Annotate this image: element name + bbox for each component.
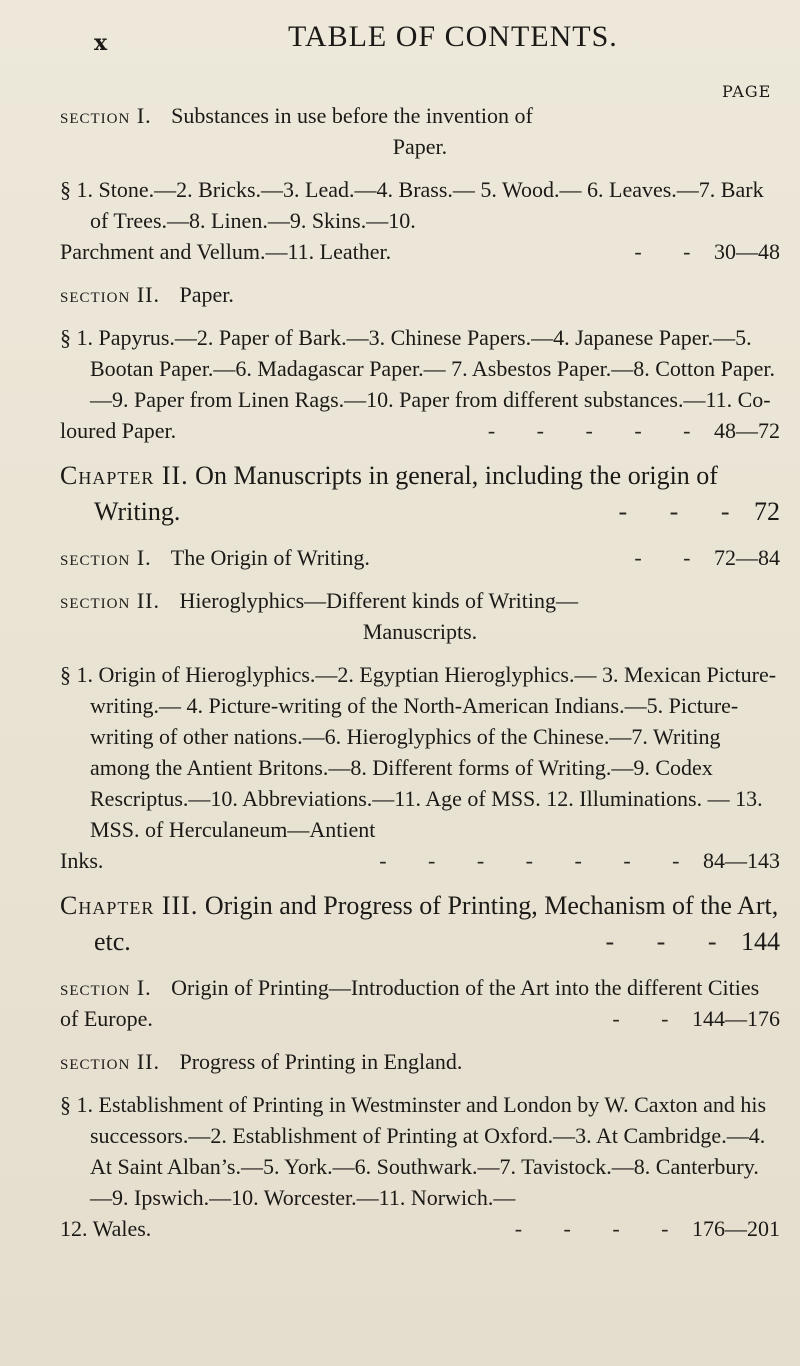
page-column-label: PAGE — [722, 82, 772, 101]
toc-paragraph-entry[interactable] — [60, 1089, 780, 1244]
leader-dashes: - - - — [605, 927, 735, 956]
leader-dashes: - - — [634, 239, 709, 264]
paragraph-text: § 1. Stone.—2. Bricks.—3. Lead.—4. Brass.— 5. Wood.— 6. Leaves.—7. Bark of Trees.—8. Linen.—9. Skins.—10. — [60, 177, 764, 233]
section-title: The Origin of Writing. — [170, 545, 370, 570]
toc-section-entry[interactable] — [60, 542, 780, 573]
contents-list — [60, 100, 780, 1256]
paragraph-last-line: Parchment and Vellum.—11. Leather. — [60, 239, 392, 264]
chapter-label: Chapter III. — [60, 891, 199, 920]
section-label: section II. — [60, 588, 160, 613]
section-title-continued: Manuscripts. — [362, 619, 478, 644]
chapter-title: Origin and Progress of Printing, Mechanism of the Art, etc. — [94, 891, 779, 956]
toc-section-entry[interactable] — [60, 972, 780, 1034]
section-label: section I. — [60, 103, 152, 128]
entry-last-line — [60, 415, 780, 446]
running-title: TABLE OF CONTENTS. — [288, 20, 618, 53]
section-title: Substances in use before the invention of — [171, 103, 533, 128]
section-title: Paper. — [179, 282, 234, 307]
page-range: 176—201 — [692, 1216, 780, 1241]
leader-dashes: - - - - - - - — [379, 848, 698, 873]
leader-dashes: - - — [612, 1006, 687, 1031]
page-range: 84—143 — [703, 848, 780, 873]
section-title-continued: Paper. — [392, 134, 448, 159]
leader-dashes: - - — [634, 545, 709, 570]
toc-section-entry[interactable] — [60, 279, 780, 310]
page-range: 48—72 — [714, 418, 780, 443]
section-label: section I. — [60, 545, 152, 570]
toc-section-entry[interactable] — [60, 1046, 780, 1077]
chapter-label: Chapter II. — [60, 461, 189, 490]
toc-section-entry[interactable] — [60, 100, 780, 162]
toc-paragraph-entry[interactable] — [60, 322, 780, 446]
leader-dashes: - - - - — [514, 1216, 687, 1241]
page-range: 30—48 — [714, 239, 780, 264]
toc-chapter-entry[interactable] — [60, 458, 780, 530]
paragraph-last-line: Inks. — [60, 848, 104, 873]
section-title: Hieroglyphics—Different kinds of Writing— — [179, 588, 579, 613]
chapter-title: On Manuscripts in general, including the origin of Writing. — [94, 461, 718, 526]
paragraph-text: § 1. Origin of Hieroglyphics.—2. Egyptian Hieroglyphics.— 3. Mexican Picture-writing.— 4. Picture-writing of the North-American Indians.—5. Picture-writing of other nations.—6. Hieroglyphics of the Chinese.—7. Writing among the Antient Britons.—8. Different forms of Writing.—9. Codex Rescriptus.—10. Abbreviations.—11. Age of MSS. 12. Illuminations. — 13. MSS. of Herculaneum—Antient — [60, 662, 777, 842]
page-header — [0, 20, 800, 60]
entry-last-line — [60, 1213, 780, 1244]
section-label: section II. — [60, 282, 160, 307]
section-label: section II. — [60, 1049, 160, 1074]
toc-paragraph-entry[interactable] — [60, 174, 780, 267]
entry-last-line — [60, 236, 780, 267]
page-range: 72—84 — [714, 545, 780, 570]
toc-chapter-entry[interactable] — [60, 888, 780, 960]
paragraph-text: § 1. Papyrus.—2. Paper of Bark.—3. Chinese Papers.—4. Japanese Paper.—5. Bootan Paper.—6. Madagascar Paper.— 7. Asbestos Paper.—8. Cotton Paper.—9. Paper from Linen Rags.—10. Paper from different substances.—11. Co- — [60, 325, 775, 412]
paragraph-last-line: 12. Wales. — [60, 1216, 152, 1241]
paragraph-last-line: loured Paper. — [60, 418, 177, 443]
toc-paragraph-entry[interactable] — [60, 659, 780, 876]
entry-last-line — [60, 845, 780, 876]
page-range: 72 — [754, 497, 780, 526]
page-range: 144—176 — [692, 1006, 780, 1031]
page-range: 144 — [741, 927, 780, 956]
section-label: section I. — [60, 975, 152, 1000]
leader-dashes: - - - - - — [487, 418, 709, 443]
paragraph-text: § 1. Establishment of Printing in Westminster and London by W. Caxton and his successors.—2. Establishment of Printing at Oxford.—3. At Cambridge.—4. At Saint Alban’s.—5. York.—6. Southwark.—7. Tavistock.—8. Canterbury.—9. Ipswich.—10. Worcester.—11. Norwich.— — [60, 1092, 767, 1210]
section-title: Origin of Printing—Introduction of the Art into the different Cities of Europe. — [60, 975, 760, 1031]
toc-section-entry[interactable] — [60, 585, 780, 647]
leader-dashes: - - - — [618, 497, 748, 526]
section-title: Progress of Printing in England. — [179, 1049, 463, 1074]
folio-number: x — [94, 30, 108, 56]
